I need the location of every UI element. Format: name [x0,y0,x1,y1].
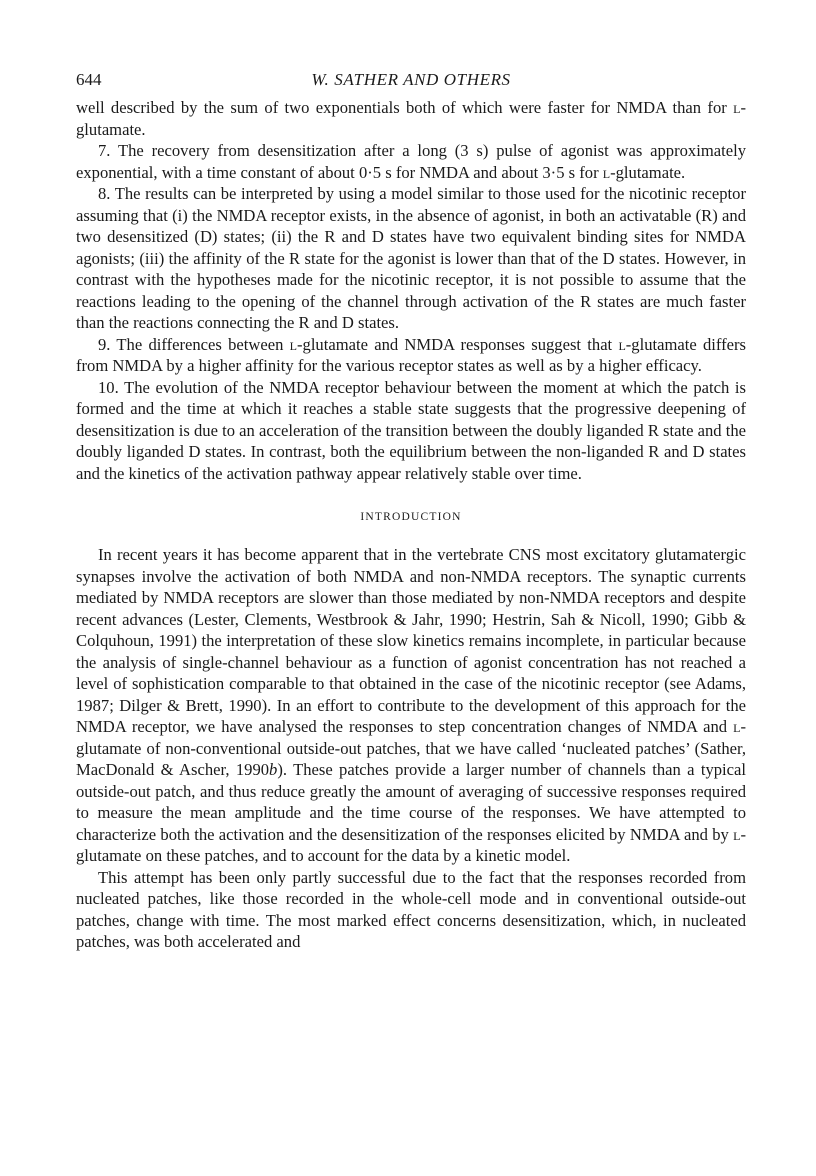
summary-continuation-paragraph: well described by the sum of two exponentials both of which were faster for NMDA than for l-glutamate. [76,98,746,139]
running-head [76,66,746,94]
article-body [76,97,746,953]
introduction-paragraph-1: In recent years it has become apparent that in the vertebrate CNS most excitatory glutamatergic synapses involve the activation of both NMDA and non-NMDA receptors. The synaptic currents mediated by NMDA receptors are slower than those mediated by non-NMDA receptors and despite recent advances (Lester, Clements, Westbrook & Jahr, 1990; Hestrin, Sah & Nicoll, 1990; Gibb & Colquhoun, 1991) the interpretation of these slow kinetics remains incomplete, in particular because the analysis of single-channel behaviour as a function of agonist concentration has not reached a level of sophistication comparable to that obtained in the case of the nicotinic receptor (see Adams, 1987; Dilger & Brett, 1990). In an effort to contribute to the development of this approach for the NMDA receptor, we have analysed the responses to step concentration changes of NMDA and l-glutamate of non-conventional outside-out patches, that we have called ‘nucleated patches’ (Sather, MacDonald & Ascher, 1990b). These patches provide a larger number of channels than a typical outside-out patch, and thus reduce greatly the amount of averaging of successive responses required to measure the mean amplitude and the time course of the responses. We have attempted to characterize both the activation and the desensitization of the responses elicited by NMDA and by l-glutamate on these patches, and to account for the data by a kinetic model. [76,545,747,865]
journal-page [76,66,746,953]
introduction-paragraph-2: This attempt has been only partly successful due to the fact that the responses recorded from nucleated patches, like those recorded in the whole-cell mode and in conventional outside-out patches, change with time. The most marked effect concerns desensitization, which, in nucleated patches, was both accelerated and [76,867,746,951]
summary-item-8: 8. The results can be interpreted by using a model similar to those used for the nicotinic receptor assuming that (i) the NMDA receptor exists, in the absence of agonist, in both an activatable (R) and two desensitized (D) states; (ii) the R and D states have two equivalent binding sites for NMDA agonists; (iii) the affinity of the R state for the agonist is lower than that of the D states. However, in contrast with the hypotheses made for the nicotinic receptor, it is not possible to assume that the reactions leading to the opening of the channel through activation of the R states are much faster than the reactions connecting the R and D states. [76,184,746,332]
page-number: 644 [76,70,102,89]
section-heading-introduction: INTRODUCTION [360,511,462,523]
summary-item-10: 10. The evolution of the NMDA receptor behaviour between the moment at which the patch is formed and the time at which it reaches a stable state suggests that the progressive deepening of desensitization is due to an acceleration of the transition between the doubly liganded R state and the doubly liganded D states. In contrast, both the equilibrium between the non-liganded R and D states and the kinetics of the activation pathway appear relatively stable over time. [76,377,746,483]
summary-item-7: 7. The recovery from desensitization after a long (3 s) pulse of agonist was approximately exponential, with a time constant of about 0·5 s for NMDA and about 3·5 s for l-glutamate. [76,141,746,182]
summary-item-9: 9. The differences between l-glutamate and NMDA responses suggest that l-glutamate differs from NMDA by a higher affinity for the various receptor states as well as by a higher efficacy. [76,334,746,375]
running-title: W. SATHER AND OTHERS [311,70,511,89]
